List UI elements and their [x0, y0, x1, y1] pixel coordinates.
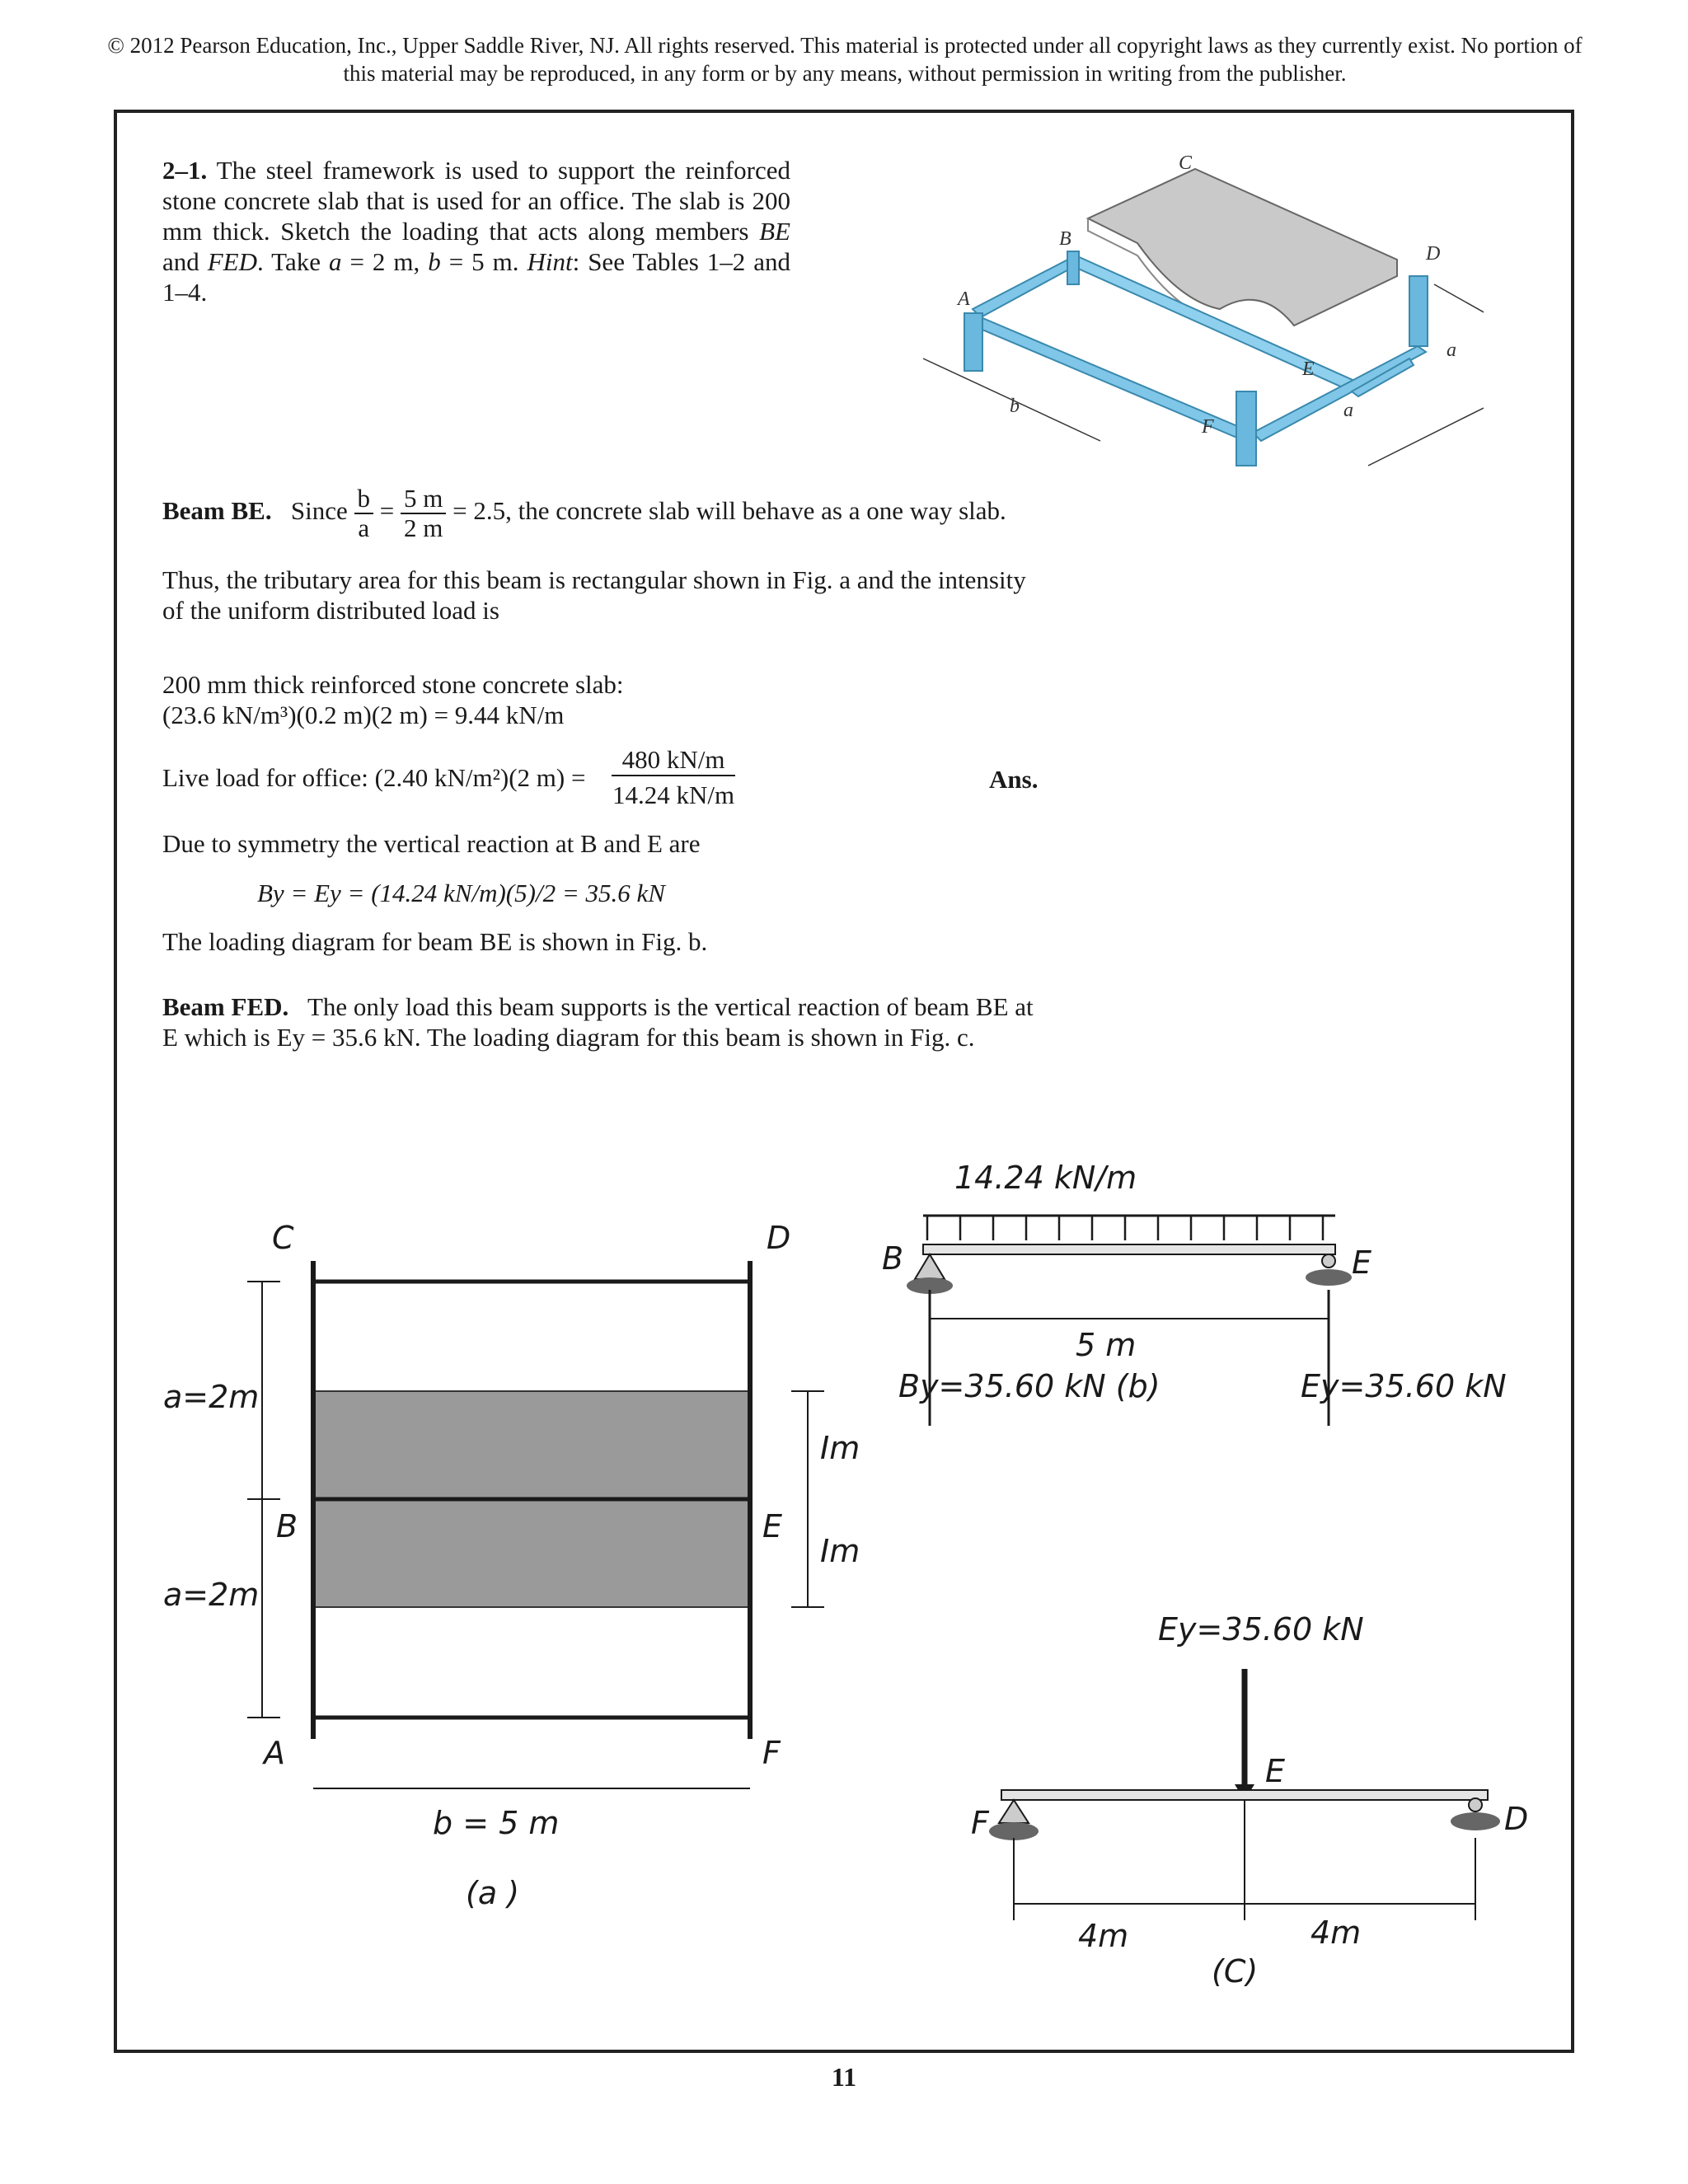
svg-text:Ey=35.60 kN: Ey=35.60 kN — [1158, 1611, 1364, 1647]
svg-text:b: b — [1010, 396, 1020, 417]
svg-text:b = 5 m: b = 5 m — [433, 1805, 560, 1841]
problem-statement: 2–1. The steel framework is used to support the reinforced stone concrete slab that is used for an office. The slab is 200 mm thick. Sketch the loading that acts along members BE and FED. Take a = 2 m, b = 5 m. Hint: See Tables 1–2 and 1–4. — [162, 156, 791, 307]
beam-be-since: Beam BE. Since $\frac{b}{a}$ = $\frac{5 m}{2 m}$ = 2.5, the concrete slab will behave as a one way slab. — [162, 484, 1006, 542]
svg-text:a=2m: a=2m — [163, 1379, 260, 1415]
svg-text:A: A — [264, 1735, 285, 1771]
slab-label: 200 mm thick reinforced stone concrete slab: — [162, 670, 624, 699]
sketch-a — [148, 1212, 874, 1953]
svg-text:(C): (C) — [1212, 1953, 1259, 1986]
concrete-slab — [1088, 169, 1397, 326]
problem-number: 2–1. — [162, 156, 208, 185]
live-load-label: Live load for office: (2.40 kN/m²)(2 m) = — [162, 763, 586, 792]
svg-text:By=35.60 kN (b): By=35.60 kN (b) — [898, 1368, 1160, 1404]
beam-fd — [1253, 346, 1426, 441]
svg-text:B: B — [882, 1240, 904, 1277]
svg-text:E: E — [762, 1508, 783, 1544]
distributed-load-arrows — [927, 1216, 1323, 1240]
svg-text:B: B — [276, 1508, 298, 1544]
answer-mark: Ans. — [989, 765, 1039, 794]
svg-text:Im: Im — [820, 1430, 860, 1466]
svg-text:(a ): (a ) — [466, 1875, 520, 1911]
svg-text:E: E — [1352, 1244, 1372, 1281]
svg-text:F: F — [971, 1805, 989, 1841]
svg-text:Ey=35.60 kN: Ey=35.60 kN — [1301, 1368, 1507, 1404]
reaction-equation: By = Ey = (14.24 kN/m)(5)/2 = 35.6 kN — [257, 879, 665, 907]
beam-fed-member — [1001, 1790, 1488, 1800]
svg-text:E: E — [1302, 359, 1315, 380]
svg-text:a=2m: a=2m — [163, 1577, 260, 1613]
column-f — [1236, 391, 1256, 466]
svg-text:E: E — [1265, 1753, 1286, 1789]
svg-text:4m: 4m — [1311, 1915, 1362, 1951]
svg-text:D: D — [1504, 1801, 1529, 1837]
column-b — [1067, 251, 1079, 284]
loading-text: The loading diagram for beam BE is shown in Fig. b. — [162, 927, 708, 956]
sketch-c — [931, 1599, 1558, 1986]
svg-text:F: F — [762, 1735, 781, 1771]
column-d — [1409, 276, 1428, 346]
total-load-value: 14.24 kN/m — [612, 780, 735, 809]
svg-text:14.24 kN/m: 14.24 kN/m — [954, 1160, 1137, 1196]
sketch-b — [874, 1154, 1533, 1508]
svg-text:a: a — [1343, 400, 1353, 421]
column-a — [964, 313, 982, 371]
page-number: 11 — [831, 2062, 857, 2092]
svg-text:F: F — [1202, 416, 1214, 438]
svg-text:a: a — [1447, 340, 1456, 361]
tributary-paragraph: Thus, the tributary area for this beam is rectangular shown in Fig. a and the intensity of the uniform distributed load is — [162, 565, 1026, 625]
svg-text:B: B — [1059, 228, 1071, 250]
copyright-notice: © 2012 Pearson Education, Inc., Upper Saddle River, NJ. All rights reserved. This material is protected under all copyright laws as they currently exist. No portion of this material may be reproduced, in any form or by any means, without permission in writing from the publisher. — [107, 33, 1582, 86]
svg-text:D: D — [1426, 243, 1441, 265]
svg-text:C: C — [272, 1220, 294, 1256]
svg-text:D: D — [767, 1220, 791, 1256]
svg-text:A: A — [958, 288, 970, 310]
beam-fed-text: Beam FED. The only load this beam supports is the vertical reaction of beam BE at E which is Ey = 35.6 kN. The loading diagram for this beam is shown in Fig. c. — [162, 992, 1034, 1052]
beam-be-member — [923, 1244, 1335, 1254]
framework-figure — [907, 152, 1484, 482]
svg-text:C: C — [1179, 152, 1193, 174]
svg-text:Im: Im — [820, 1533, 860, 1569]
symmetry-text: Due to symmetry the vertical reaction at B and E are — [162, 829, 701, 858]
live-load-value: 480 kN/m — [612, 744, 735, 776]
svg-text:4m: 4m — [1078, 1918, 1129, 1954]
slab-calc: (23.6 kN/m³)(0.2 m)(2 m) = 9.44 kN/m — [162, 701, 565, 729]
svg-text:5 m: 5 m — [1076, 1327, 1137, 1363]
